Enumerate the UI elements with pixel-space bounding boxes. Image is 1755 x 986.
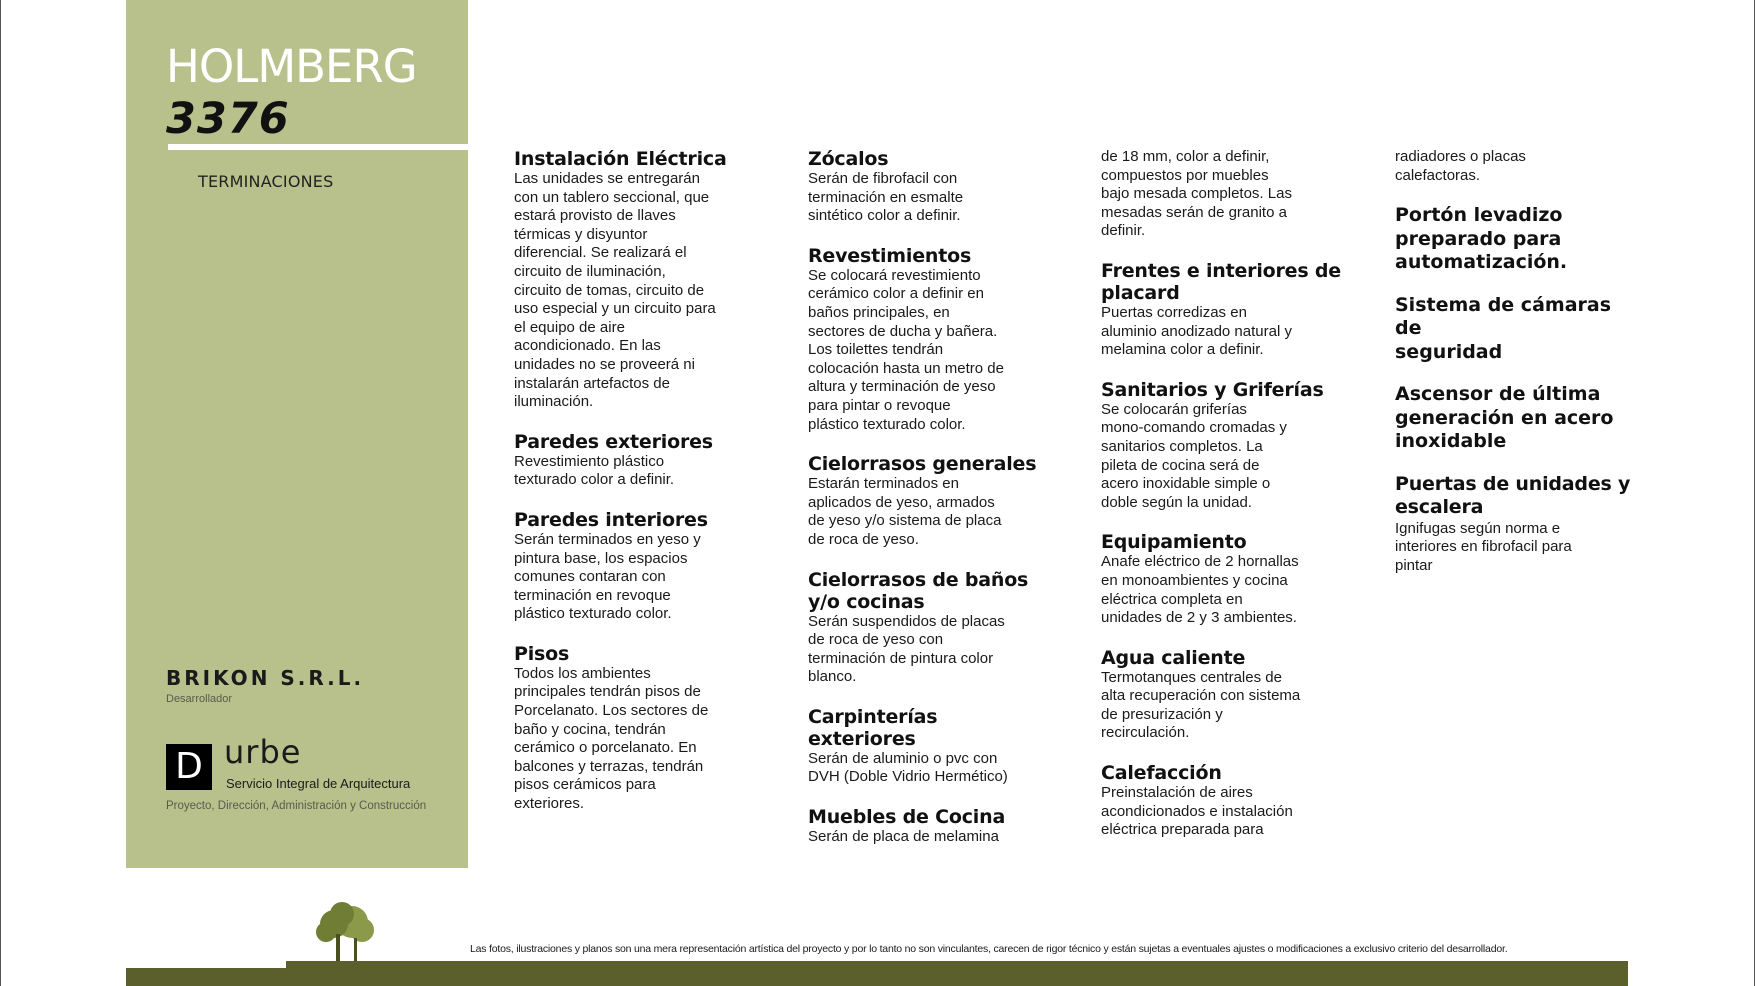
ground-base — [126, 968, 1628, 986]
spec-text: Estarán terminados en aplicados de yeso, armados de yeso y/o sistema de placa de roca de yeso. — [808, 475, 1002, 548]
spec-heading: Paredes exteriores — [514, 430, 713, 453]
page-border-left — [0, 0, 1, 986]
section-label: TERMINACIONES — [198, 172, 334, 191]
urbe-logo-subtitle: Servicio Integral de Arquitectura — [226, 776, 411, 791]
spec-text: Puertas corredizas en aluminio anodizado natural y melamina color a definir. — [1101, 303, 1292, 359]
spec-text: Las unidades se entregarán con un tablero seccional, que estará provisto de llaves térmicas y disyuntor diferencial. Se realizará el circuito de iluminación, circuito de tomas, circuito de uso especial y un circuito para el equipo de aire acondicionado. En las unidades no se proveerá ni instalarán artefactos de iluminación. — [514, 170, 716, 411]
spec-heading: Revestimientos — [808, 244, 972, 267]
urbe-logo-word: urbe — [224, 733, 302, 771]
sidebar-panel — [126, 0, 468, 868]
spec-heading: Carpinterías exteriores — [808, 705, 938, 750]
tree-icon — [312, 900, 382, 964]
spec-text: de 18 mm, color a definir, compuestos por muebles bajo mesada completos. Las mesadas serán de granito a definir. — [1101, 148, 1292, 240]
urbe-logo-tagline: Proyecto, Dirección, Administración y Construcción — [166, 800, 427, 812]
title-divider — [168, 144, 468, 150]
spec-text: Revestimiento plástico texturado color a definir. — [514, 452, 675, 489]
spec-continuation — [1101, 148, 1341, 241]
spec-block — [808, 569, 1048, 687]
spec-block — [1101, 260, 1341, 360]
spec-text: Se colocará revestimiento cerámico color a definir en baños principales, en sectores de ducha y bañera. Los toilettes tendrán colocación hasta un metro de altura y terminación de yeso para pintar o revoque plástico texturado color. — [808, 266, 1004, 433]
disclaimer-text: Las fotos, ilustraciones y planos son una mera representación artística del proyecto y por lo tanto no son vinculantes, carecen de rigor técnico y están sujetas a eventuales ajustes o modificaciones a exclusivo criterio del desarrollador. — [470, 943, 1508, 955]
spec-block — [1101, 647, 1341, 743]
spec-column-2 — [808, 148, 1048, 866]
spec-heading: Equipamiento — [1101, 531, 1247, 554]
spec-heading: Frentes e interiores de placard — [1101, 259, 1341, 304]
spec-heading: Paredes interiores — [514, 508, 708, 531]
spec-block — [808, 453, 1048, 549]
developer-role: Desarrollador — [166, 693, 233, 705]
spec-block — [808, 148, 1048, 226]
spec-text: Preinstalación de aires acondicionados e instalación eléctrica preparada para — [1101, 784, 1293, 839]
spec-text: Termotanques centrales de alta recuperación con sistema de presurización y recirculación. — [1101, 668, 1301, 742]
spec-text: Serán de placa de melamina — [808, 828, 999, 846]
spec-heading: Pisos — [514, 642, 570, 665]
spec-heading: Puertas de unidades y escalera — [1395, 472, 1631, 519]
spec-text: Ignifugas según norma e interiores en fibrofacil para pintar — [1395, 519, 1572, 574]
spec-heading: Cielorrasos de baños y/o cocinas — [808, 568, 1029, 613]
spec-text: Se colocarán griferías mono-comando cromadas y sanitarios completos. La pileta de cocina será de acero inoxidable simple o doble según la unidad. — [1101, 400, 1287, 511]
spec-continuation — [1395, 148, 1635, 185]
spec-text: Anafe eléctrico de 2 hornallas en monoambientes y cocina eléctrica completa en unidades de 2 y 3 ambientes. — [1101, 553, 1299, 627]
project-number: 3376 — [166, 94, 290, 144]
spec-text: Todos los ambientes principales tendrán pisos de Porcelanato. Los sectores de baño y cocina, tendrán cerámico o porcelanato. En balcones y terrazas, tendrán pisos cerámicos para exteriores. — [514, 664, 709, 813]
spec-feature: Ascensor de última generación en acero inoxidable — [1395, 383, 1614, 453]
spec-column-3 — [1101, 148, 1341, 859]
spec-text: Serán de fibrofacil con terminación en esmalte sintético color a definir. — [808, 170, 964, 225]
spec-heading: Sanitarios y Griferías — [1101, 378, 1324, 401]
spec-text: Serán suspendidos de placas de roca de yeso con terminación de pintura color blanco. — [808, 612, 1005, 686]
spec-heading: Calefacción — [1101, 762, 1222, 785]
spec-block — [514, 431, 754, 490]
spec-block — [1101, 762, 1341, 840]
spec-feature: Sistema de cámaras de seguridad — [1395, 293, 1612, 363]
urbe-logo-mark: D — [166, 744, 212, 790]
spec-text: Serán de aluminio o pvc con DVH (Doble Vidrio Hermético) — [808, 749, 1008, 786]
spec-feature: Portón levadizo preparado para automatización. — [1395, 204, 1568, 274]
spec-block — [514, 148, 754, 412]
spec-block — [1395, 473, 1635, 576]
spec-block — [514, 643, 754, 814]
spec-block — [1101, 379, 1341, 513]
spec-block — [808, 245, 1048, 434]
spec-block — [1101, 531, 1341, 627]
spec-heading: Muebles de Cocina — [808, 806, 1006, 829]
spec-column-4 — [1395, 148, 1635, 594]
spec-heading: Cielorrasos generales — [808, 453, 1037, 476]
spec-heading: Instalación Eléctrica — [514, 148, 727, 170]
spec-block — [514, 509, 754, 624]
spec-text: Serán terminados en yeso y pintura base, los espacios comunes contaran con terminación en revoque plástico texturado color. — [514, 530, 701, 623]
spec-block — [808, 706, 1048, 787]
spec-column-1 — [514, 148, 754, 833]
spec-heading: Agua caliente — [1101, 646, 1246, 669]
spec-heading: Zócalos — [808, 148, 889, 170]
spec-block — [808, 806, 1048, 847]
developer-name: BRIKON S.R.L. — [166, 666, 365, 690]
spec-text: radiadores o placas calefactoras. — [1395, 148, 1526, 184]
project-title: HOLMBERG — [166, 40, 417, 93]
